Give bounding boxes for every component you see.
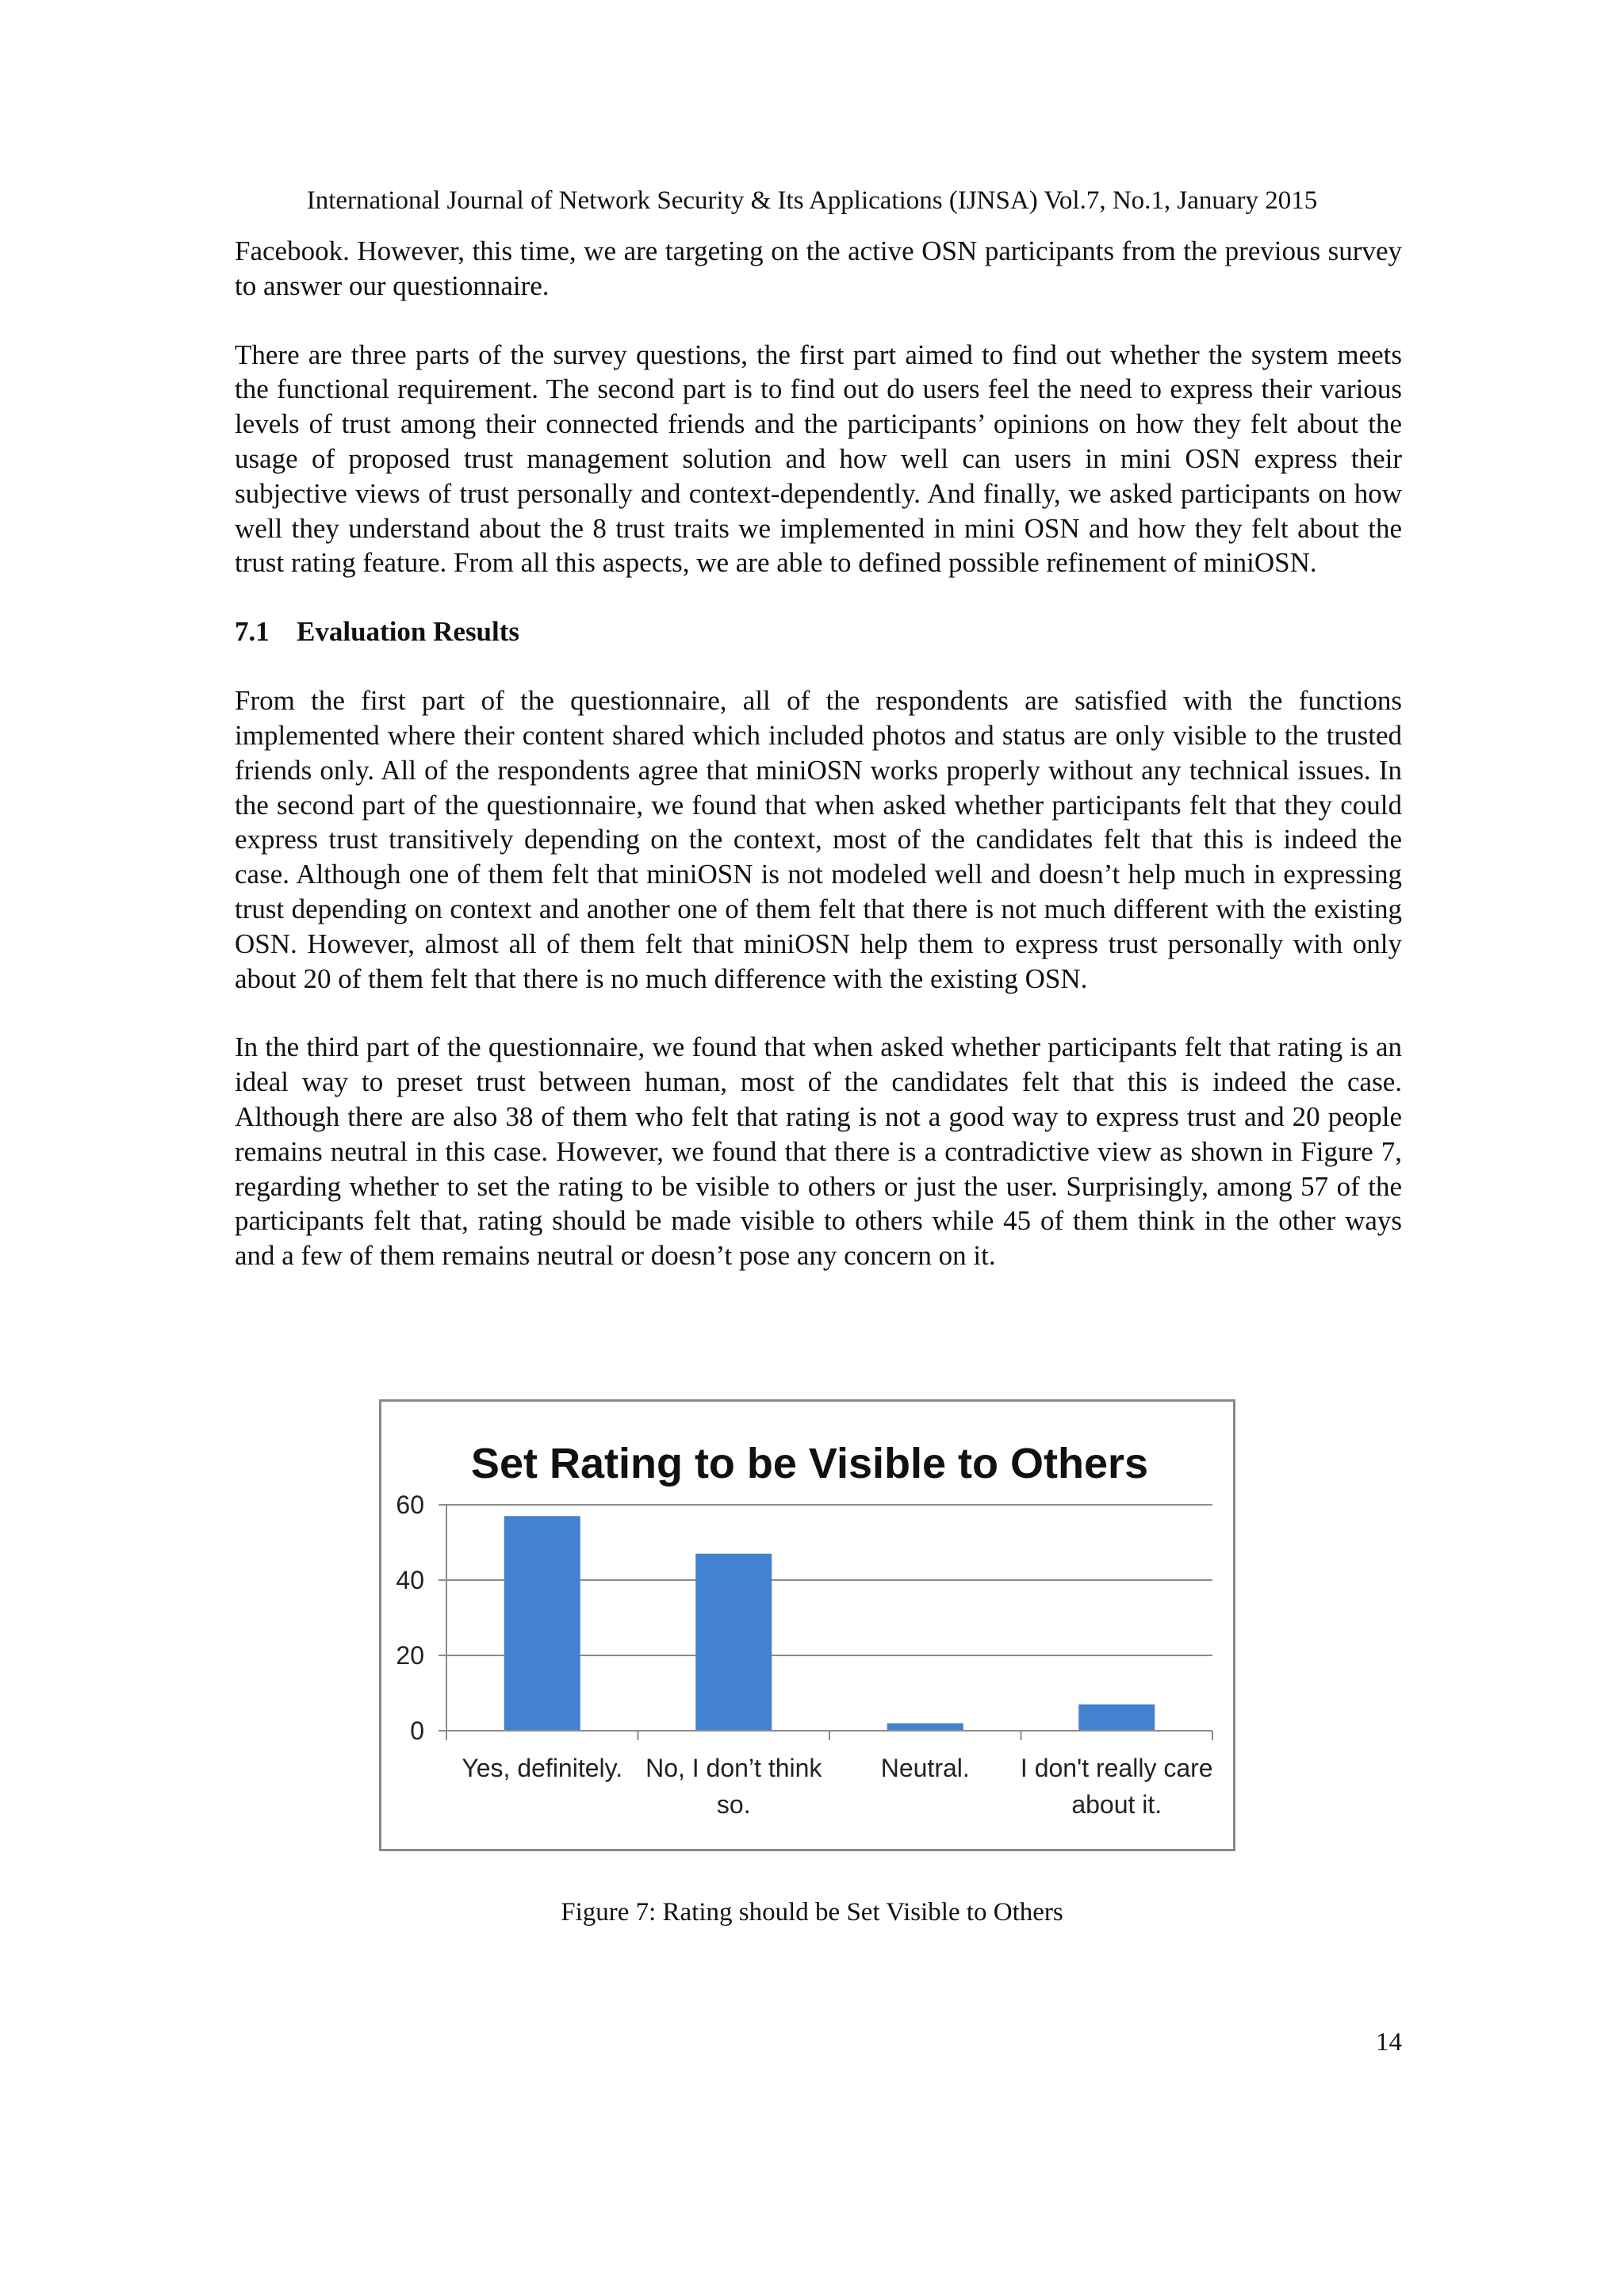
section-title: Evaluation Results — [297, 616, 520, 648]
y-tick-label: 0 — [410, 1716, 424, 1745]
page-number: 14 — [1376, 2028, 1402, 2057]
x-category-label: Yes, definitely. — [462, 1754, 623, 1782]
paragraph-intro: Facebook. However, this time, we are targeting on the active OSN participants from the previous survey to answer our questionnaire. — [235, 235, 1402, 301]
x-category-label: No, I don’t think — [645, 1754, 822, 1782]
paragraph-survey-parts: There are three parts of the survey questions, the first part aimed to find out whether the system meets the functional requirement. The second part is to find out do users feel the need to express their various levels of trust among their connected friends and the participants’ opinions on how they felt about the usage of proposed trust management solution and how well can users in mini OSN express their subjective views of trust personally and context-dependently. And finally, we asked participants on how well they understand about the 8 trust traits we implemented in mini OSN and how they felt about the trust rating feature. From all this aspects, we are able to defined possible refinement of miniOSN. — [235, 339, 1402, 579]
x-category-label: Neutral. — [880, 1754, 970, 1782]
body-text — [235, 234, 1402, 1273]
journal-header: International Journal of Network Security & Its Applications (IJNSA) Vol.7, No.1, January 2015 — [306, 186, 1318, 215]
x-category-label: so. — [716, 1790, 751, 1819]
x-category-label: I don't really care — [1020, 1754, 1213, 1782]
paragraph-third-part: In the third part of the questionnaire, we found that when asked whether participants felt that rating is an ideal way to preset trust between human, most of the candidates felt that this is indeed the case. Although there are also 38 of them who felt that rating is not a good way to express trust and 20 people remains neutral in this case. However, we found that there is a contradictive view as shown in Figure 7, regarding whether to set the rating to be visible to others or just the user. Surprisingly, among 57 of the participants felt that, rating should be made visible to others while 45 of them think in the other ways and a few of them remains neutral or doesn’t pose any concern on it. — [235, 1031, 1402, 1272]
bar-chart — [381, 1402, 1233, 1849]
figure-caption: Figure 7: Rating should be Set Visible to Others — [561, 1898, 1063, 1927]
paragraph-first-second-part: From the first part of the questionnaire, all of the respondents are satisfied with the functions implemented where their content shared which included photos and status are only visible to the trusted friends only. All of the respondents agree that miniOSN works properly without any technical issues. In the second part of the questionnaire, we found that when asked whether participants felt that they could express trust transitively depending on the context, most of the candidates felt that this is indeed the case. Although one of them felt that miniOSN is not modeled well and doesn’t help much in expressing trust depending on context and another one of them felt that there is not much different with the existing OSN. However, almost all of them felt that miniOSN help them to express trust personally with only about 20 of them felt that there is no much difference with the existing OSN. — [235, 685, 1402, 994]
section-number: 7.1 — [235, 616, 270, 648]
bar — [504, 1516, 580, 1731]
bar — [887, 1724, 963, 1732]
chart-title: Set Rating to be Visible to Others — [470, 1440, 1149, 1487]
y-tick-label: 40 — [396, 1566, 424, 1594]
y-tick-label: 60 — [396, 1490, 424, 1519]
figure-7-chart — [379, 1399, 1235, 1851]
y-tick-label: 20 — [396, 1641, 424, 1670]
section-heading — [235, 614, 1402, 649]
bar — [695, 1554, 772, 1731]
x-category-label: about it. — [1071, 1790, 1162, 1819]
bar — [1078, 1705, 1155, 1731]
